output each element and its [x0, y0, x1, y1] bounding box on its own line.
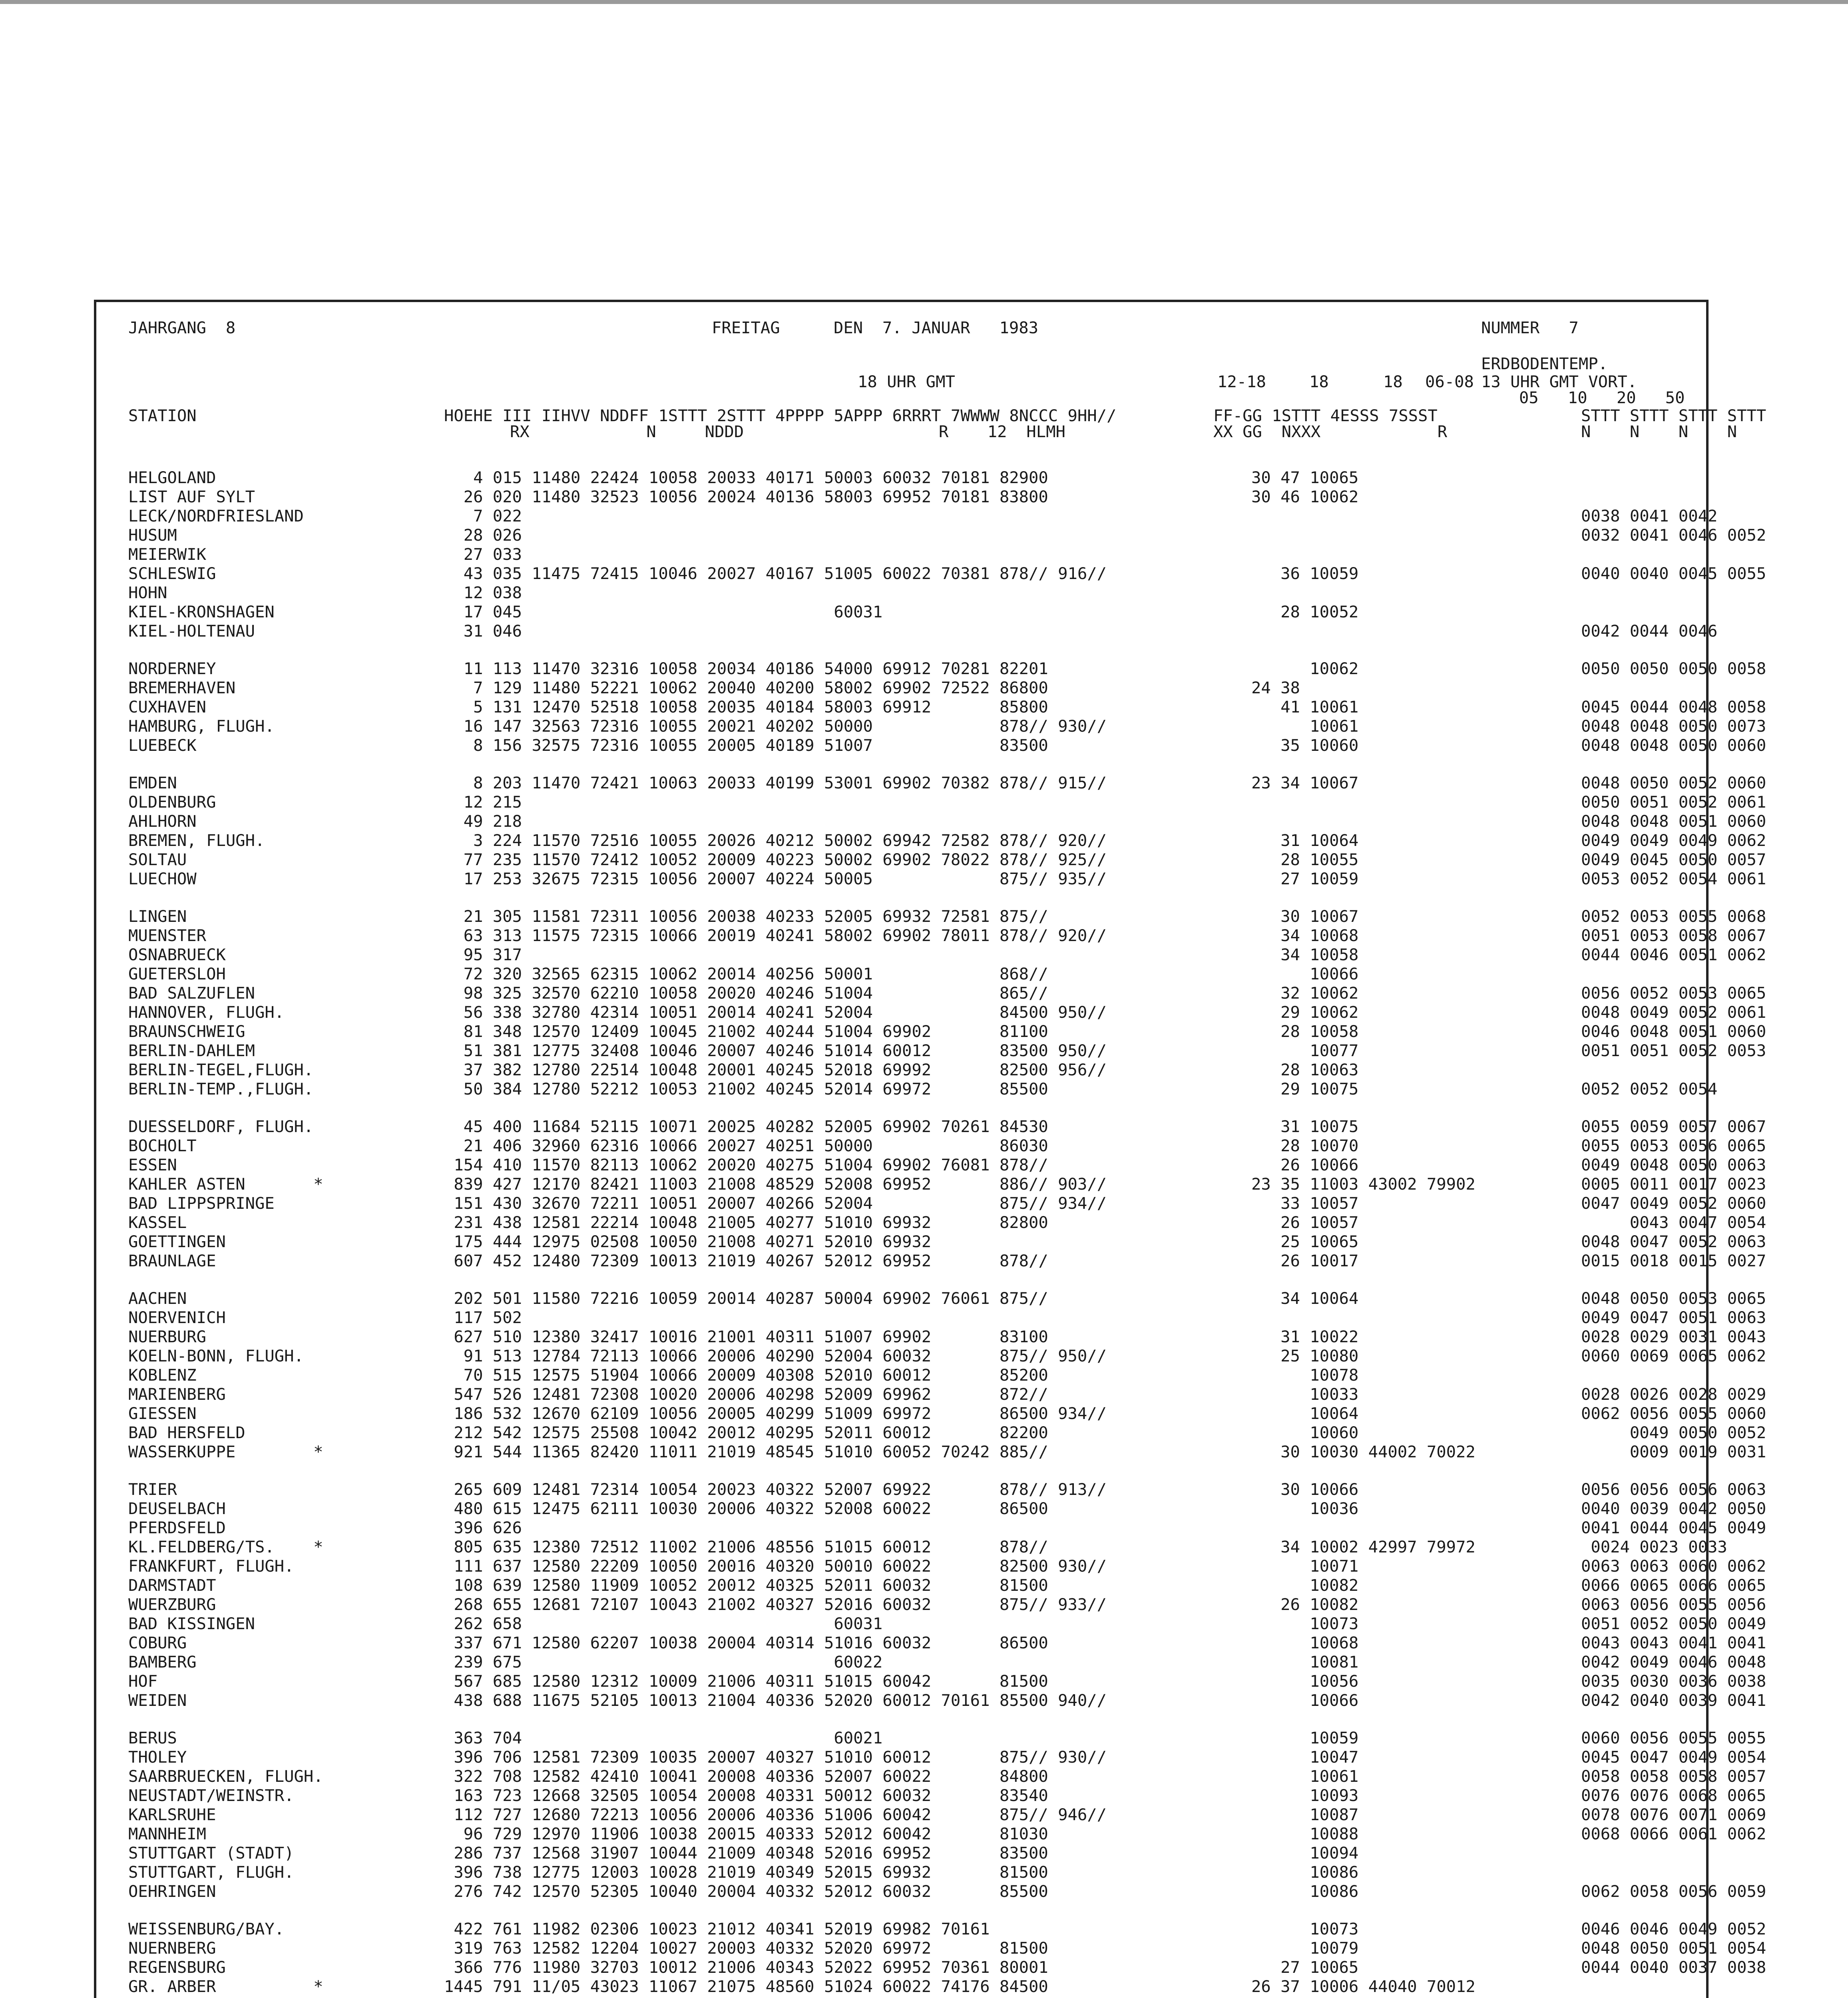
synop-codes: 45 400 11684 52115 10071 20025 40282 52005 69902 70261 84530 [444, 1117, 1048, 1136]
soil-temperatures: 0042 0040 0039 0041 [1581, 1691, 1766, 1710]
extra-codes: 10071 [1251, 1556, 1359, 1576]
synop-codes: 396 706 12581 72309 10035 20007 40327 51010 60012 875// 930// [444, 1747, 1107, 1767]
synop-codes: 396 738 12775 12003 10028 21019 40349 52015 69932 81500 [444, 1863, 1048, 1882]
extra-codes: 29 10075 [1251, 1079, 1359, 1099]
synop-codes: 95 317 [444, 945, 522, 964]
soil-temperatures: 0056 0052 0053 0065 [1581, 983, 1766, 1003]
soil-temperatures: 0050 0051 0052 0061 [1581, 792, 1766, 812]
soil-temperatures: 0048 0050 0052 0060 [1581, 773, 1766, 792]
weather-report-sheet [94, 300, 1766, 1998]
soil-temperatures: 0048 0048 0050 0073 [1581, 716, 1766, 736]
extra-codes: 26 10082 [1251, 1595, 1359, 1614]
station-name: HUSUM [128, 525, 177, 545]
station-name: LINGEN [128, 907, 187, 926]
extra-codes: 28 10063 [1251, 1060, 1359, 1079]
station-name: OLDENBURG [128, 792, 216, 812]
synop-codes: 43 035 11475 72415 10046 20027 40167 51005 60022 70381 878// 916// [444, 564, 1107, 583]
soil-temperatures: 0005 0011 0017 0023 [1581, 1174, 1766, 1194]
synop-codes: 175 444 12975 02508 10050 21008 40271 52010 69932 [444, 1232, 932, 1251]
synop-codes: 363 704 60021 [444, 1728, 883, 1747]
station-name: WASSERKUPPE * [128, 1442, 323, 1461]
extra-codes: 34 10068 [1251, 926, 1359, 945]
extra-codes: 26 10017 [1251, 1251, 1359, 1270]
station-name: BERUS [128, 1728, 177, 1747]
synop-codes: 322 708 12582 42410 10041 20008 40336 52007 60022 84800 [444, 1767, 1048, 1786]
extra-codes: 29 10062 [1251, 1003, 1359, 1022]
soil-temperatures: 0062 0056 0055 0060 [1581, 1404, 1766, 1423]
station-name: WEIDEN [128, 1691, 187, 1710]
extra-codes: 25 10080 [1251, 1346, 1359, 1365]
station-name: TRIER [128, 1480, 177, 1499]
main-observation-time: 18 UHR GMT [858, 372, 955, 391]
synop-codes: 51 381 12775 32408 10046 20007 40246 51014 60012 83500 950// [444, 1041, 1107, 1060]
extra-codes: 34 10002 42997 79972 [1251, 1537, 1476, 1556]
synop-codes: 212 542 12575 25508 10042 20012 40295 52011 60012 82200 [444, 1423, 1048, 1442]
station-name: SOLTAU [128, 850, 187, 869]
soil-temperatures: 0048 0050 0053 0065 [1581, 1289, 1766, 1308]
synop-codes: 7 022 [444, 506, 522, 525]
soil-temperatures: 0048 0048 0050 0060 [1581, 736, 1766, 755]
soil-temperatures: 0043 0043 0041 0041 [1581, 1633, 1766, 1652]
synop-codes: 262 658 60031 [444, 1614, 883, 1633]
soil-temperatures: 0052 0052 0054 [1581, 1079, 1718, 1099]
extra-codes: 10082 [1251, 1576, 1359, 1595]
extra-codes: 10081 [1251, 1652, 1359, 1672]
extra-codes: 10061 [1251, 716, 1359, 736]
soil-temperatures: 0048 0047 0052 0063 [1581, 1232, 1766, 1251]
issue-number: NUMMER 7 [1481, 318, 1579, 337]
extra-codes: 10068 [1251, 1633, 1359, 1652]
extra-codes: 10066 [1251, 964, 1359, 983]
station-name: HOHN [128, 583, 167, 602]
station-name: BAD HERSFELD [128, 1423, 245, 1442]
soil-temperatures: 0028 0029 0031 0043 [1581, 1327, 1766, 1346]
synop-codes: 50 384 12780 52212 10053 21002 40245 52014 69972 85500 [444, 1079, 1048, 1099]
time-18-b: 18 [1383, 372, 1403, 391]
synop-codes: 108 639 12580 11909 10052 20012 40325 52011 60032 81500 [444, 1576, 1048, 1595]
synop-codes: 117 502 [444, 1308, 522, 1327]
station-name: EMDEN [128, 773, 177, 792]
station-name: MUENSTER [128, 926, 207, 945]
station-name: BERLIN-TEGEL,FLUGH. [128, 1060, 314, 1079]
station-name: OEHRINGEN [128, 1882, 216, 1901]
synop-codes: 337 671 12580 62207 10038 20004 40314 51016 60032 86500 [444, 1633, 1048, 1652]
time-06-08: 06-08 [1425, 372, 1474, 391]
station-name: MEIERWIK [128, 545, 207, 564]
synop-codes: 154 410 11570 82113 10062 20020 40275 51004 69902 76081 878// [444, 1155, 1048, 1174]
synop-codes: 17 045 60031 [444, 602, 883, 621]
station-name: STUTTGART (STADT) [128, 1843, 294, 1863]
time-12-18: 12-18 [1217, 372, 1266, 391]
synop-codes: 163 723 12668 32505 10054 20008 40331 50012 60032 83540 [444, 1786, 1048, 1805]
synop-codes: 286 737 12568 31907 10044 21009 40348 52016 69952 83500 [444, 1843, 1048, 1863]
station-name: GUETERSLOH [128, 964, 226, 983]
soil-temperatures: 0042 0044 0046 [1581, 621, 1718, 641]
soil-temperatures: 0038 0041 0042 [1581, 506, 1718, 525]
extra-codes: 25 10065 [1251, 1232, 1359, 1251]
synop-codes: 72 320 32565 62315 10062 20014 40256 50001 868// [444, 964, 1048, 983]
station-name: KOELN-BONN, FLUGH. [128, 1346, 304, 1365]
station-name: WEISSENBURG/BAY. [128, 1919, 285, 1938]
station-name: KAHLER ASTEN * [128, 1174, 323, 1194]
synop-codes: 37 382 12780 22514 10048 20001 40245 52018 69992 82500 956// [444, 1060, 1107, 1079]
extra-codes: 10093 [1251, 1786, 1359, 1805]
station-name: KOBLENZ [128, 1365, 197, 1385]
synop-codes: 265 609 12481 72314 10054 20023 40322 52007 69922 878// 913// [444, 1480, 1107, 1499]
soil-temperatures: 0024 0023 0033 [1581, 1537, 1727, 1556]
synop-codes: 17 253 32675 72315 10056 20007 40224 50005 875// 935// [444, 869, 1107, 888]
station-name: NUERBURG [128, 1327, 207, 1346]
soil-temperatures: 0046 0048 0051 0060 [1581, 1022, 1766, 1041]
station-name: BREMERHAVEN [128, 678, 236, 697]
station-name: NUERNBERG [128, 1938, 216, 1958]
soil-temperatures: 0048 0049 0052 0061 [1581, 1003, 1766, 1022]
synop-codes: 231 438 12581 22214 10048 21005 40277 51010 69932 82800 [444, 1213, 1048, 1232]
soil-temperatures: 0047 0049 0052 0060 [1581, 1194, 1766, 1213]
synop-codes: 91 513 12784 72113 10066 20006 40290 52004 60032 875// 950// [444, 1346, 1107, 1365]
station-name: KIEL-KRONSHAGEN [128, 602, 275, 621]
extra-codes: 28 10052 [1251, 602, 1359, 621]
extra-codes: 10073 [1251, 1919, 1359, 1938]
station-name: AHLHORN [128, 812, 197, 831]
extra-codes: 10079 [1251, 1938, 1359, 1958]
soil-temperatures: 0009 0019 0031 [1581, 1442, 1766, 1461]
station-name: MANNHEIM [128, 1824, 207, 1843]
station-name: KL.FELDBERG/TS. * [128, 1537, 323, 1556]
synop-codes: 422 761 11982 02306 10023 21012 40341 52019 69982 70161 [444, 1919, 990, 1938]
soil-temperatures: 0042 0049 0046 0048 [1581, 1652, 1766, 1672]
soil-column-subheaders: N N N N [1581, 422, 1737, 441]
soil-time: 13 UHR GMT VORT. [1481, 372, 1637, 391]
soil-temperatures: 0051 0053 0058 0067 [1581, 926, 1766, 945]
station-name: BERLIN-TEMP.,FLUGH. [128, 1079, 314, 1099]
station-name: LIST AUF SYLT [128, 487, 255, 506]
soil-temperatures: 0052 0053 0055 0068 [1581, 907, 1766, 926]
station-name: HAMBURG, FLUGH. [128, 716, 275, 736]
station-name: PFERDSFELD [128, 1518, 226, 1537]
extra-codes: 23 35 11003 43002 79902 [1251, 1174, 1476, 1194]
extra-codes: 23 34 10067 [1251, 773, 1359, 792]
extra-codes: 32 10062 [1251, 983, 1359, 1003]
extra-codes: 28 10070 [1251, 1136, 1359, 1155]
soil-temperatures: 0049 0048 0050 0063 [1581, 1155, 1766, 1174]
synop-codes: 112 727 12680 72213 10056 20006 40336 51006 60042 875// 946// [444, 1805, 1107, 1824]
synop-codes: 26 020 11480 32523 10056 20024 40136 58003 69952 70181 83800 [444, 487, 1048, 506]
soil-temperatures: 0076 0076 0068 0065 [1581, 1786, 1766, 1805]
station-name: ESSEN [128, 1155, 177, 1174]
extra-codes: 10078 [1251, 1365, 1359, 1385]
extra-codes: 10066 [1251, 1691, 1359, 1710]
extra-codes: 10036 [1251, 1499, 1359, 1518]
station-name: GIESSEN [128, 1404, 197, 1423]
extra-codes: 10094 [1251, 1843, 1359, 1863]
soil-temperatures: 0032 0041 0046 0052 [1581, 525, 1766, 545]
extra-codes: 30 10030 44002 70022 [1251, 1442, 1476, 1461]
station-name: SAARBRUECKEN, FLUGH. [128, 1767, 323, 1786]
extra-codes: 27 10059 [1251, 869, 1359, 888]
extra-codes: 10077 [1251, 1041, 1359, 1060]
synop-codes: 3 224 11570 72516 10055 20026 40212 50002 69942 72582 878// 920// [444, 831, 1107, 850]
extra-codes: 41 10061 [1251, 697, 1359, 716]
station-name: AACHEN [128, 1289, 187, 1308]
soil-temperatures: 0028 0026 0028 0029 [1581, 1385, 1766, 1404]
extra-codes: 26 10057 [1251, 1213, 1359, 1232]
extra-codes: 30 10066 [1251, 1480, 1359, 1499]
soil-column-headers: STTT STTT STTT STTT [1581, 406, 1766, 425]
extra-codes: 10061 [1251, 1767, 1359, 1786]
synop-codes: 56 338 32780 42314 10051 20014 40241 52004 84500 950// [444, 1003, 1107, 1022]
extra-codes: 34 10058 [1251, 945, 1359, 964]
synop-codes: 98 325 32570 62210 10058 20020 40246 51004 865// [444, 983, 1048, 1003]
synop-codes: 438 688 11675 52105 10013 21004 40336 52020 60012 70161 85500 940// [444, 1691, 1107, 1710]
synop-codes: 21 406 32960 62316 10066 20027 40251 50000 86030 [444, 1136, 1048, 1155]
synop-codes: 96 729 12970 11906 10038 20015 40333 52012 60042 81030 [444, 1824, 1048, 1843]
station-name: KARLSRUHE [128, 1805, 216, 1824]
synop-codes: 547 526 12481 72308 10020 20006 40298 52009 69962 872// [444, 1385, 1048, 1404]
station-name: KASSEL [128, 1213, 187, 1232]
extra-codes: 10086 [1251, 1863, 1359, 1882]
soil-temperatures: 0040 0040 0045 0055 [1581, 564, 1766, 583]
extra-codes: 31 10022 [1251, 1327, 1359, 1346]
soil-temperatures: 0063 0063 0060 0062 [1581, 1556, 1766, 1576]
synop-codes: 480 615 12475 62111 10030 20006 40322 52008 60022 86500 [444, 1499, 1048, 1518]
extra-codes: 26 37 10006 44040 70012 [1251, 1977, 1476, 1996]
synop-codes: 5 131 12470 52518 10058 20035 40184 58003 69912 85800 [444, 697, 1048, 716]
soil-temperatures: 0035 0030 0036 0038 [1581, 1672, 1766, 1691]
station-name: BAD LIPPSPRINGE [128, 1194, 275, 1213]
station-name: DEUSELBACH [128, 1499, 226, 1518]
soil-temperatures: 0049 0050 0052 [1581, 1423, 1766, 1442]
soil-temperatures: 0053 0052 0054 0061 [1581, 869, 1766, 888]
station-name: DUESSELDORF, FLUGH. [128, 1117, 314, 1136]
synop-codes: 31 046 [444, 621, 522, 641]
synop-codes: 81 348 12570 12409 10045 21002 40244 51004 69902 81100 [444, 1022, 1048, 1041]
soil-temperatures: 0066 0065 0066 0065 [1581, 1576, 1766, 1595]
station-name: STUTTGART, FLUGH. [128, 1863, 294, 1882]
synop-codes: 12 215 [444, 792, 522, 812]
synop-codes: 63 313 11575 72315 10066 20019 40241 58002 69902 78011 878// 920// [444, 926, 1107, 945]
soil-temperatures: 0043 0047 0054 [1581, 1213, 1766, 1232]
soil-temperatures: 0056 0056 0056 0063 [1581, 1480, 1766, 1499]
extra-codes: 31 10064 [1251, 831, 1359, 850]
station-name: LUECHOW [128, 869, 197, 888]
code-column-subheaders: RX N NDDD R 12 HLMH [510, 422, 1065, 441]
station-name: NEUSTADT/WEINSTR. [128, 1786, 294, 1805]
soil-temperatures: 0045 0047 0049 0054 [1581, 1747, 1766, 1767]
extra-codes: 30 47 10065 [1251, 468, 1359, 487]
extra-codes: 10088 [1251, 1824, 1359, 1843]
extra-codes: 10056 [1251, 1672, 1359, 1691]
station-name: KIEL-HOLTENAU [128, 621, 255, 641]
extra-codes: 31 10075 [1251, 1117, 1359, 1136]
soil-temperatures: 0078 0076 0071 0069 [1581, 1805, 1766, 1824]
extra-codes: 10087 [1251, 1805, 1359, 1824]
code-column-headers: HOEHE III IIHVV NDDFF 1STTT 2STTT 4PPPP 5APPP 6RRRT 7WWWW 8NCCC 9HH// [444, 406, 1117, 425]
soil-temperatures: 0060 0069 0065 0062 [1581, 1346, 1766, 1365]
synop-codes: 151 430 32670 72211 10051 20007 40266 52004 875// 934// [444, 1194, 1107, 1213]
extra-codes: 10086 [1251, 1882, 1359, 1901]
station-name: HANNOVER, FLUGH. [128, 1003, 285, 1022]
extra-codes: 33 10057 [1251, 1194, 1359, 1213]
synop-codes: 202 501 11580 72216 10059 20014 40287 50004 69902 76061 875// [444, 1289, 1048, 1308]
synop-codes: 49 218 [444, 812, 522, 831]
soil-depths: 05 10 20 50 [1519, 388, 1685, 407]
extra-codes: 34 10064 [1251, 1289, 1359, 1308]
extra-codes: 30 10067 [1251, 907, 1359, 926]
soil-temperatures: 0049 0047 0051 0063 [1581, 1308, 1766, 1327]
station-name: GR. ARBER * [128, 1977, 323, 1996]
soil-temperatures: 0049 0045 0050 0057 [1581, 850, 1766, 869]
synop-codes: 77 235 11570 72412 10052 20009 40223 50002 69902 78022 878// 925// [444, 850, 1107, 869]
synop-codes: 21 305 11581 72311 10056 20038 40233 52005 69932 72581 875// [444, 907, 1048, 926]
synop-codes: 27 033 [444, 545, 522, 564]
synop-codes: 12 038 [444, 583, 522, 602]
station-name: BERLIN-DAHLEM [128, 1041, 255, 1060]
synop-codes: 8 203 11470 72421 10063 20033 40199 53001 69902 70382 878// 915// [444, 773, 1107, 792]
station-name: NOERVENICH [128, 1308, 226, 1327]
extra-codes: 10062 [1251, 659, 1359, 678]
station-name: COBURG [128, 1633, 187, 1652]
station-name: BRAUNLAGE [128, 1251, 216, 1270]
synop-codes: 16 147 32563 72316 10055 20021 40202 50000 878// 930// [444, 716, 1107, 736]
extra-codes: 10059 [1251, 1728, 1359, 1747]
synop-codes: 239 675 60022 [444, 1652, 883, 1672]
synop-codes: 396 626 [444, 1518, 522, 1537]
synop-codes: 7 129 11480 52221 10062 20040 40200 58002 69902 72522 86800 [444, 678, 1048, 697]
soil-temperatures: 0058 0058 0058 0057 [1581, 1767, 1766, 1786]
station-name: BAD SALZUFLEN [128, 983, 255, 1003]
synop-codes: 366 776 11980 32703 10012 21006 40343 52022 69952 70361 80001 [444, 1958, 1048, 1977]
soil-temperatures: 0041 0044 0045 0049 [1581, 1518, 1766, 1537]
time-18-a: 18 [1309, 372, 1329, 391]
soil-temperatures: 0051 0051 0052 0053 [1581, 1041, 1766, 1060]
synop-codes: 319 763 12582 12204 10027 20003 40332 52020 69972 81500 [444, 1938, 1048, 1958]
soil-temperatures: 0050 0050 0050 0058 [1581, 659, 1766, 678]
synop-codes: 276 742 12570 52305 10040 20004 40332 52012 60032 85500 [444, 1882, 1048, 1901]
station-name: NORDERNEY [128, 659, 216, 678]
station-name: OSNABRUECK [128, 945, 226, 964]
synop-codes: 4 015 11480 22424 10058 20033 40171 50003 60032 70181 82900 [444, 468, 1048, 487]
station-name: GOETTINGEN [128, 1232, 226, 1251]
extra-codes: 10033 [1251, 1385, 1359, 1404]
synop-codes: 111 637 12580 22209 10050 20016 40320 50010 60022 82500 930// [444, 1556, 1107, 1576]
station-name: FRANKFURT, FLUGH. [128, 1556, 294, 1576]
soil-temperatures: 0063 0056 0055 0056 [1581, 1595, 1766, 1614]
soil-temperatures: 0044 0040 0037 0038 [1581, 1958, 1766, 1977]
soil-temperatures: 0045 0044 0048 0058 [1581, 697, 1766, 716]
extra-codes: 35 10060 [1251, 736, 1359, 755]
soil-temperatures: 0015 0018 0015 0027 [1581, 1251, 1766, 1270]
weekday: FREITAG [712, 318, 780, 337]
station-name: DARMSTADT [128, 1576, 216, 1595]
station-name: BAMBERG [128, 1652, 197, 1672]
extra-codes: 24 38 [1251, 678, 1300, 697]
station-name: HELGOLAND [128, 468, 216, 487]
soil-temperatures: 0060 0056 0055 0055 [1581, 1728, 1766, 1747]
station-name: CUXHAVEN [128, 697, 207, 716]
soil-temperatures: 0049 0049 0049 0062 [1581, 831, 1766, 850]
extra-codes: 10073 [1251, 1614, 1359, 1633]
station-name: BREMEN, FLUGH. [128, 831, 265, 850]
scan-edge-line [0, 0, 1848, 4]
station-name: HOF [128, 1672, 158, 1691]
soil-temperatures: 0044 0046 0051 0062 [1581, 945, 1766, 964]
station-name: BAD KISSINGEN [128, 1614, 255, 1633]
synop-codes: 627 510 12380 32417 10016 21001 40311 51007 69902 83100 [444, 1327, 1048, 1346]
extra-codes: 10064 [1251, 1404, 1359, 1423]
synop-codes: 268 655 12681 72107 10043 21002 40327 52016 60032 875// 933// [444, 1595, 1107, 1614]
station-name: BRAUNSCHWEIG [128, 1022, 245, 1041]
soil-temperatures: 0055 0059 0057 0067 [1581, 1117, 1766, 1136]
station-name: MARIENBERG [128, 1385, 226, 1404]
volume-label: JAHRGANG 8 [128, 318, 236, 337]
station-name: LUEBECK [128, 736, 197, 755]
synop-codes: 186 532 12670 62109 10056 20005 40299 51009 69972 86500 934// [444, 1404, 1107, 1423]
synop-codes: 11 113 11470 32316 10058 20034 40186 54000 69912 70281 82201 [444, 659, 1048, 678]
station-name: WUERZBURG [128, 1595, 216, 1614]
extra-codes: 27 10065 [1251, 1958, 1359, 1977]
extra-codes: 28 10055 [1251, 850, 1359, 869]
report-date: DEN 7. JANUAR 1983 [834, 318, 1039, 337]
soil-temperatures: 0062 0058 0056 0059 [1581, 1882, 1766, 1901]
station-name: THOLEY [128, 1747, 187, 1767]
soil-temperatures: 0068 0066 0061 0062 [1581, 1824, 1766, 1843]
synop-codes: 921 544 11365 82420 11011 21019 48545 51010 60052 70242 885// [444, 1442, 1048, 1461]
extra-codes: 30 46 10062 [1251, 487, 1359, 506]
soil-temperatures: 0051 0052 0050 0049 [1581, 1614, 1766, 1633]
extra-column-headers: FF-GG 1STTT 4ESSS 7SSST [1213, 406, 1438, 425]
synop-codes: 70 515 12575 51904 10066 20009 40308 52010 60012 85200 [444, 1365, 1048, 1385]
extra-codes: 10060 [1251, 1423, 1359, 1442]
soil-temperatures: 0040 0039 0042 0050 [1581, 1499, 1766, 1518]
synop-codes: 567 685 12580 12312 10009 21006 40311 51015 60042 81500 [444, 1672, 1048, 1691]
station-name: LECK/NORDFRIESLAND [128, 506, 304, 525]
soil-temperatures: 0048 0048 0051 0060 [1581, 812, 1766, 831]
synop-codes: 1445 791 11/05 43023 11067 21075 48560 51024 60022 74176 84500 [444, 1977, 1048, 1996]
soil-temperatures: 0048 0050 0051 0054 [1581, 1938, 1766, 1958]
synop-codes: 8 156 32575 72316 10055 20005 40189 51007 83500 [444, 736, 1048, 755]
extra-column-subheaders: XX GG NXXX R [1213, 422, 1448, 441]
station-name: BOCHOLT [128, 1136, 197, 1155]
extra-codes: 36 10059 [1251, 564, 1359, 583]
soil-temperatures: 0055 0053 0056 0065 [1581, 1136, 1766, 1155]
extra-codes: 10047 [1251, 1747, 1359, 1767]
soil-temperatures: 0046 0046 0049 0052 [1581, 1919, 1766, 1938]
station-column-header: STATION [128, 406, 197, 425]
synop-codes: 607 452 12480 72309 10013 21019 40267 52012 69952 878// [444, 1251, 1048, 1270]
station-name: SCHLESWIG [128, 564, 216, 583]
extra-codes: 26 10066 [1251, 1155, 1359, 1174]
station-name: REGENSBURG [128, 1958, 226, 1977]
extra-codes: 28 10058 [1251, 1022, 1359, 1041]
synop-codes: 28 026 [444, 525, 522, 545]
synop-codes: 805 635 12380 72512 11002 21006 48556 51015 60012 878// [444, 1537, 1048, 1556]
soil-temp-heading: ERDBODENTEMP. [1481, 354, 1608, 373]
synop-codes: 839 427 12170 82421 11003 21008 48529 52008 69952 886// 903// [444, 1174, 1107, 1194]
